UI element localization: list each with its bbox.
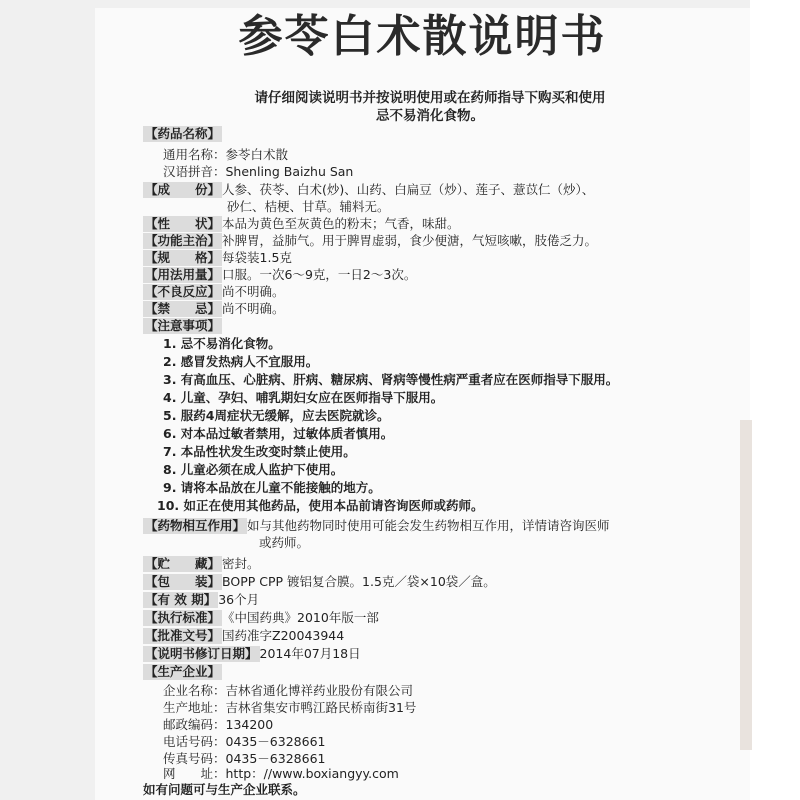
precaution-item: 7. 本品性状发生改变时禁止使用。 xyxy=(163,444,356,459)
standard-text: 《中国药典》2010年版一部 xyxy=(222,610,379,625)
section-standard xyxy=(143,610,379,626)
label-dosage: 【用法用量】 xyxy=(145,267,221,282)
label-storage: 【贮 藏】 xyxy=(145,556,221,571)
label-validity: 【有 效 期】 xyxy=(145,592,217,607)
section-approval xyxy=(143,628,344,644)
section-drug-name xyxy=(143,126,222,142)
section-spec xyxy=(143,250,292,266)
storage-text: 密封。 xyxy=(222,556,260,571)
label-interaction: 【药物相互作用】 xyxy=(145,518,246,533)
footer-note: 如有问题可与生产企业联系。 xyxy=(143,782,306,797)
section-package xyxy=(143,574,496,590)
section-precautions xyxy=(143,318,222,334)
label-ingredients: 【成 份】 xyxy=(145,182,221,197)
revision-text: 2014年07月18日 xyxy=(259,646,361,661)
section-interaction xyxy=(143,518,610,534)
dosage-text: 口服。一次6～9克，一日2～3次。 xyxy=(222,267,417,282)
precaution-item: 8. 儿童必须在成人监护下使用。 xyxy=(163,462,344,477)
precaution-item: 2. 感冒发热病人不宜服用。 xyxy=(163,354,319,369)
interaction-text-1: 如与其他药物同时使用可能会发生药物相互作用，详情请咨询医师 xyxy=(247,518,610,533)
precaution-item: 9. 请将本品放在儿童不能接触的地方。 xyxy=(163,480,381,495)
intro-line-2: 忌不易消化食物。 xyxy=(376,108,484,124)
label-drug-name: 【药品名称】 xyxy=(145,126,221,141)
indications-text: 补脾胃，益肺气。用于脾胃虚弱，食少便溏，气短咳嗽，肢倦乏力。 xyxy=(222,233,598,248)
label-approval: 【批准文号】 xyxy=(145,628,221,643)
company-address: 生产地址：吉林省集安市鸭江路民桥南街31号 xyxy=(163,700,417,715)
validity-text: 36个月 xyxy=(218,592,260,607)
section-dosage xyxy=(143,267,416,283)
intro-line-1: 请仔细阅读说明书并按说明使用或在药师指导下购买和使用 xyxy=(254,90,606,106)
label-standard: 【执行标准】 xyxy=(145,610,221,625)
pinyin-name: 汉语拼音：Shenling Baizhu San xyxy=(163,164,354,179)
website: 网 址：http：//www.boxiangyy.com xyxy=(163,766,399,781)
section-company xyxy=(143,664,222,680)
phone-number: 电话号码：0435－6328661 xyxy=(163,734,326,749)
precaution-item: 1. 忌不易消化食物。 xyxy=(163,336,281,351)
label-package: 【包 装】 xyxy=(145,574,221,589)
precaution-item: 10. 如正在使用其他药品，使用本品前请咨询医师或药师。 xyxy=(157,498,484,513)
ingredients-text-1: 人参、茯苓、白术(炒)、山药、白扁豆（炒）、莲子、薏苡仁（炒）、 xyxy=(222,182,595,197)
interaction-text-2: 或药师。 xyxy=(259,535,310,550)
label-contra: 【禁 忌】 xyxy=(145,301,221,316)
label-indications: 【功能主治】 xyxy=(145,233,221,248)
spec-text: 每袋装1.5克 xyxy=(222,250,292,265)
label-adverse: 【不良反应】 xyxy=(145,284,221,299)
background-edge xyxy=(750,0,800,800)
precaution-item: 5. 服药4周症状无缓解，应去医院就诊。 xyxy=(163,408,390,423)
section-contra xyxy=(143,301,285,317)
precaution-item: 4. 儿童、孕妇、哺乳期妇女应在医师指导下服用。 xyxy=(163,390,444,405)
label-revision: 【说明书修订日期】 xyxy=(145,646,258,661)
fax-number: 传真号码：0435－6328661 xyxy=(163,751,326,766)
section-indications xyxy=(143,233,597,249)
section-adverse xyxy=(143,284,285,300)
postcode: 邮政编码：134200 xyxy=(163,717,274,732)
page-title: 参苓白术散说明书 xyxy=(238,11,607,62)
section-storage xyxy=(143,556,260,572)
company-name: 企业名称：吉林省通化博祥药业股份有限公司 xyxy=(163,683,414,698)
package-text: BOPP CPP 镀铝复合膜。1.5克／袋×10袋／盒。 xyxy=(222,574,496,589)
section-validity xyxy=(143,592,259,608)
section-revision xyxy=(143,646,361,662)
label-company: 【生产企业】 xyxy=(145,664,221,679)
section-properties xyxy=(143,216,460,232)
approval-text: 国药准字Z20043944 xyxy=(222,628,345,643)
label-spec: 【规 格】 xyxy=(145,250,221,265)
properties-text: 本品为黄色至灰黄色的粉末；气香，味甜。 xyxy=(222,216,460,231)
adverse-text: 尚不明确。 xyxy=(222,284,285,299)
common-name: 通用名称：参苓白术散 xyxy=(163,147,289,162)
label-properties: 【性 状】 xyxy=(145,216,221,231)
contra-text: 尚不明确。 xyxy=(222,301,285,316)
precaution-item: 3. 有高血压、心脏病、肝病、糖尿病、肾病等慢性病严重者应在医师指导下服用。 xyxy=(163,372,619,387)
ingredients-text-2: 砂仁、桔梗、甘草。辅料无。 xyxy=(227,199,390,214)
section-ingredients xyxy=(143,182,594,198)
precaution-item: 6. 对本品过敏者禁用，过敏体质者慎用。 xyxy=(163,426,394,441)
label-precautions: 【注意事项】 xyxy=(145,318,221,333)
paper-shadow xyxy=(740,420,752,750)
